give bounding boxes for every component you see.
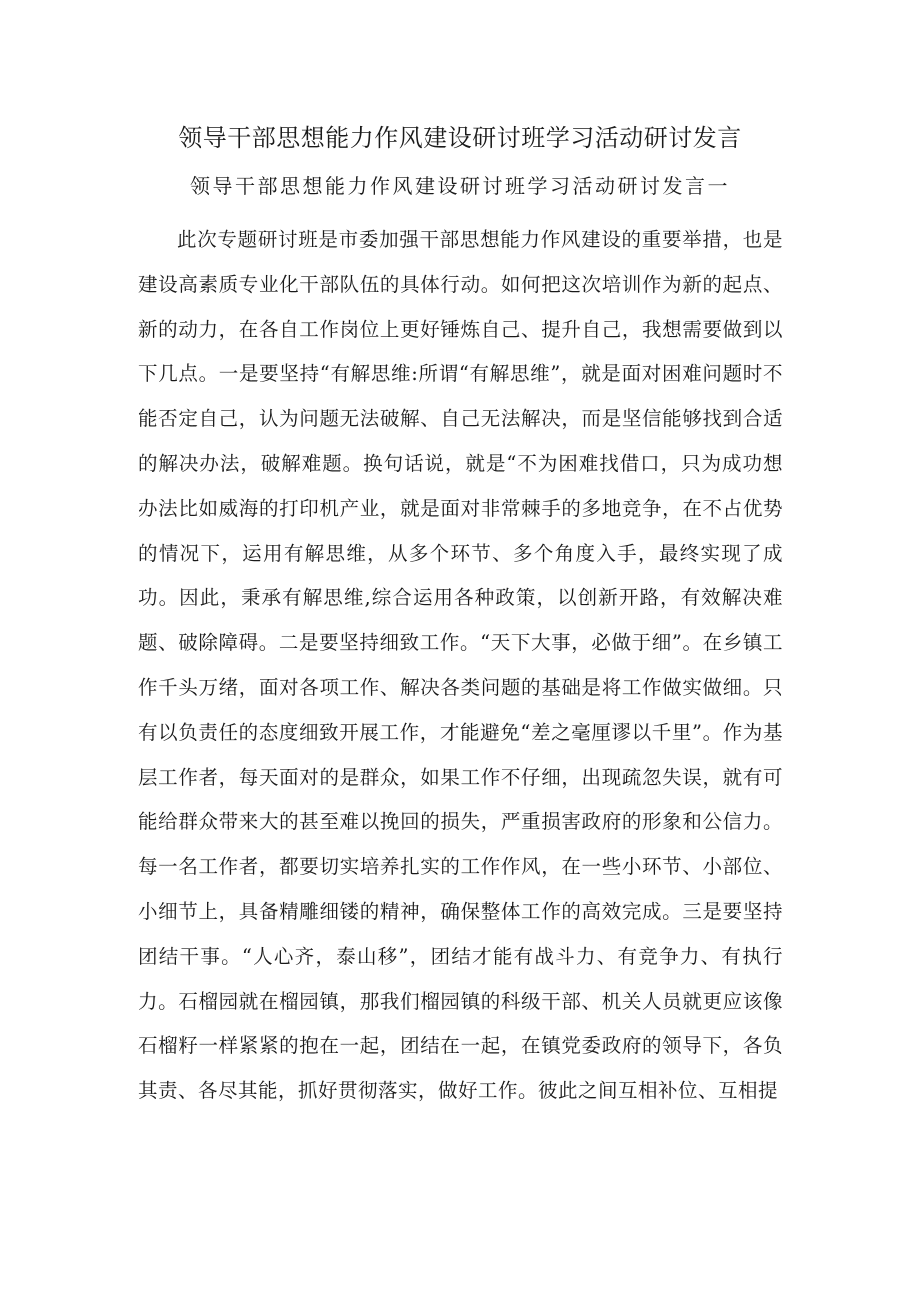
document-subtitle: 领导干部思想能力作风建设研讨班学习活动研讨发言一 <box>190 174 730 198</box>
document-title: 领导干部思想能力作风建设研讨班学习活动研讨发言 <box>178 124 742 152</box>
body-paragraph: 此次专题研讨班是市委加强干部思想能力作风建设的重要举措，也是建设高素质专业化干部队伍的具体行动。如何把这次培训作为新的起点、新的动力，在各自工作岗位上更好锤炼自己、提升自己，我想需要做到以下几点。一是要坚持“有解思维:所谓“有解思维”，就是面对困难问题时不能否定自己，认为问题无法破解、自己无法解决，而是坚信能够找到合适的解决办法，破解难题。换句话说，就是“不为困难找借口，只为成功想办法比如威海的打印机产业，就是面对非常棘手的多地竞争，在不占优势的情况下，运用有解思维，从多个环节、多个角度入手，最终实现了成功。因此，秉承有解思维,综合运用各种政策，以创新开路，有效解决难题、破除障碍。二是要坚持细致工作。“天下大事，必做于细”。在乡镇工作千头万绪，面对各项工作、解决各类问题的基础是将工作做实做细。只有以负责任的态度细致开展工作，才能避免“差之毫厘谬以千里”。作为基层工作者，每天面对的是群众，如果工作不仔细，出现疏忽失误，就有可能给群众带来大的甚至难以挽回的损失，严重损害政府的形象和公信力。每一名工作者，都要切实培养扎实的工作作风，在一些小环节、小部位、小细节上，具备精雕细镂的精神，确保整体工作的高效完成。三是要坚持团结干事。“人心齐，泰山移”，团结才能有战斗力、有竞争力、有执行力。石榴园就在榴园镇，那我们榴园镇的科级干部、机关人员就更应该像石榴籽一样紧紧的抱在一起，团结在一起，在镇党委政府的领导下，各负其责、各尽其能，抓好贯彻落实，做好工作。彼此之间互相补位、互相提 <box>138 228 783 1103</box>
